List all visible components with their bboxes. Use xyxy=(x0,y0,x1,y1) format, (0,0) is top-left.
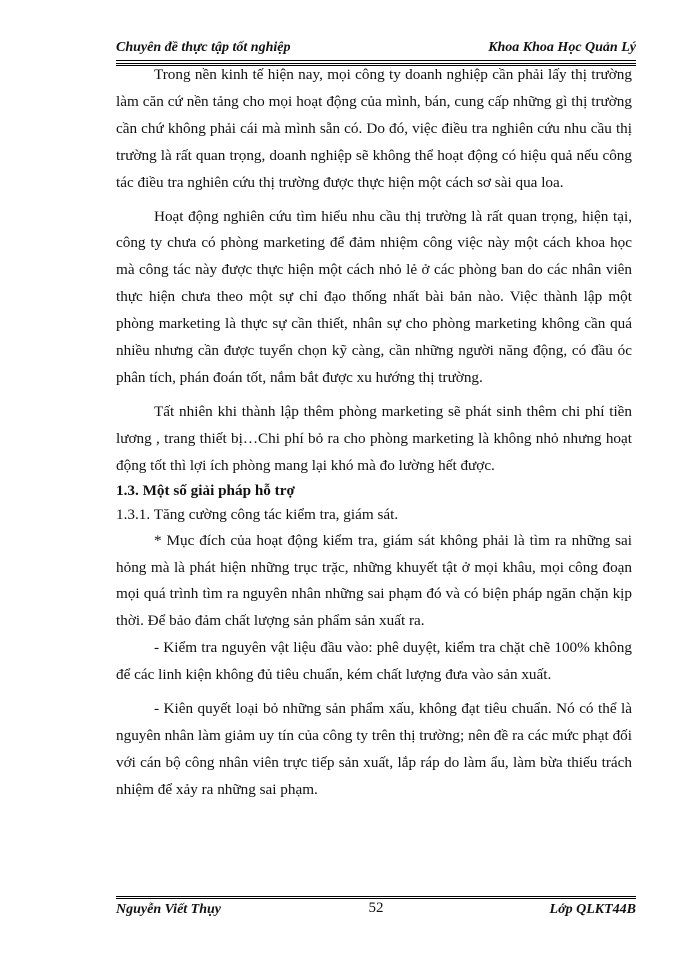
paragraph-marketing-cost: Tất nhiên khi thành lập thêm phòng marketing sẽ phát sinh thêm chi phí tiền lương , trang thiết bị…Chi phí bỏ ra cho phòng marketing là không nhỏ nhưng hoạt động tốt thì lợi ích phòng mang lại khó mà đo lường hết được. xyxy=(116,402,632,474)
section-heading: 1.3. Một số giải pháp hỗ trợ xyxy=(116,481,295,499)
page-body xyxy=(116,62,632,804)
item-input-inspection: - Kiểm tra nguyên vật liệu đầu vào: phê duyệt, kiểm tra chặt chẽ 100% không để các linh kiện không đủ tiêu chuẩn, kém chất lượng đưa vào sản xuất. xyxy=(116,639,632,684)
footer-rule xyxy=(116,896,636,899)
item-purpose: * Mục đích của hoạt động kiểm tra, giám sát không phải là tìm ra những sai hỏng mà là phát hiện những trục trặc, những khuyết tật ở mọi khâu, mọi công đoạn mọi quá trình tìm ra nguyên nhân những sai phạm đó và có biện pháp ngăn chặn kịp thời. Để bảo đảm chất lượng sản phẩm sản xuất ra. xyxy=(116,531,632,630)
footer-class: Lớp QLKT44B xyxy=(549,902,636,917)
paragraph-market-research: Trong nền kinh tế hiện nay, mọi công ty doanh nghiệp cần phải lấy thị trường làm căn cứ nền tảng cho mọi hoạt động của mình, bán, cung cấp những gì thị trường cần chứ không phải cái mà mình sẵn có. Do đó, việc điều tra nghiên cứu nhu cầu thị trường là rất quan trọng, doanh nghiệp sẽ không thể hoạt động có hiệu quả nếu công tác điều tra nghiên cứu thị trường được thực hiện một cách sơ sài qua loa. xyxy=(116,66,632,191)
header-report-title: Chuyên đề thực tập tốt nghiệp xyxy=(116,40,291,55)
header-faculty: Khoa Khoa Học Quản Lý xyxy=(488,40,636,55)
page-number: 52 xyxy=(368,900,384,916)
page-header xyxy=(116,38,636,60)
subsection-heading: 1.3.1. Tăng cường công tác kiểm tra, giám sát. xyxy=(116,505,399,523)
paragraph-marketing-department: Hoạt động nghiên cứu tìm hiểu nhu cầu thị trường là rất quan trọng, hiện tại, công ty chưa có phòng marketing để đảm nhiệm công việc này một cách khoa học mà công tác này được thực hiện một cách nhỏ lẻ ở các phòng ban do các nhân viên thực hiện chưa theo một sự chỉ đạo thống nhất bài bản nào. Việc thành lập một phòng marketing là thực sự cần thiết, nhân sự cho phòng marketing không cần quá nhiều nhưng cần được tuyển chọn kỹ càng, cần những người năng động, có đầu óc phân tích, phán đoán tốt, nắm bắt được xu hướng thị trường. xyxy=(116,207,632,386)
item-reject-defects: - Kiên quyết loại bỏ những sản phẩm xấu, không đạt tiêu chuẩn. Nó có thể là nguyên nhân làm giảm uy tín của công ty trên thị trường; nên đề ra các mức phạt đối với cán bộ công nhân viên trực tiếp sản xuất, lắp ráp do làm ẩu, làm bừa thiếu trách nhiệm để xảy ra những sai phạm. xyxy=(116,700,632,798)
page-footer xyxy=(116,900,636,922)
footer-author: Nguyễn Viết Thụy xyxy=(116,902,222,917)
